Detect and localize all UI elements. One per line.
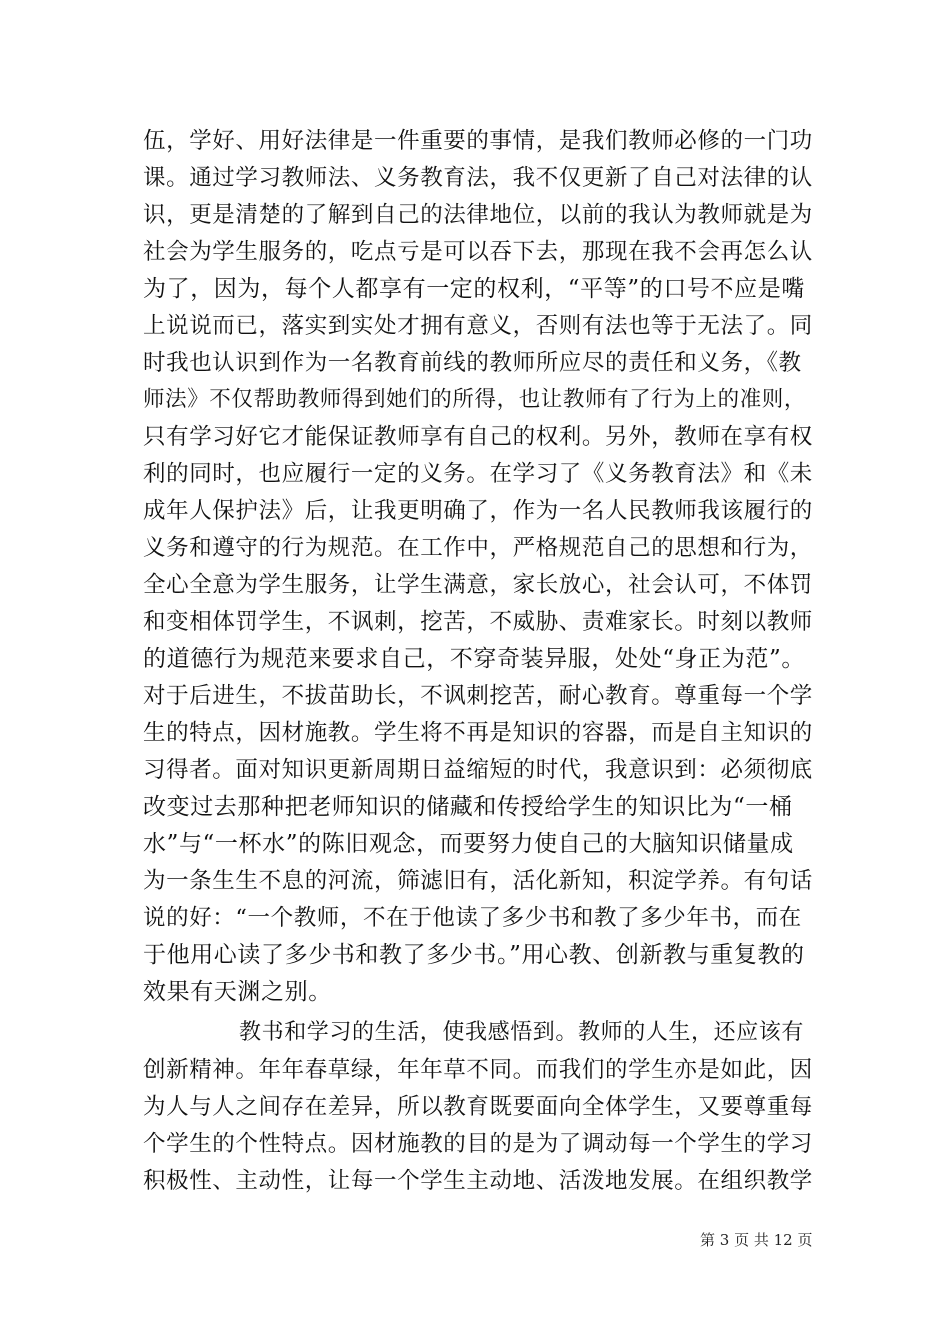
text-line: 义务和遵守的行为规范。在工作中，严格规范自己的思想和行为， — [143, 535, 813, 561]
text-line: 说的好：“一个教师，不在于他读了多少书和教了多少年书，而在 — [143, 905, 802, 931]
text-line: 课。通过学习教师法、义务教育法，我不仅更新了自己对法律的认 — [143, 165, 813, 191]
text-line: 生的特点，因材施教。学生将不再是知识的容器，而是自主知识的 — [143, 720, 813, 746]
text-line: 全心全意为学生服务，让学生满意，家长放心，社会认可，不体罚 — [143, 572, 813, 598]
text-line: 上说说而已，落实到实处才拥有意义，否则有法也等于无法了。同 — [143, 313, 813, 339]
text-line: 创新精神。年年春草绿，年年草不同。而我们的学生亦是如此，因 — [143, 1057, 813, 1083]
text-line: 和变相体罚学生，不讽刺，挖苦，不威胁、责难家长。时刻以教师 — [143, 609, 813, 635]
text-line: 个学生的个性特点。因材施教的目的是为了调动每一个学生的学习 — [143, 1131, 813, 1157]
text-line: 效果有天渊之别。 — [143, 979, 332, 1005]
text-line: 积极性、主动性，让每一个学生主动地、活泼地发展。在组织教学 — [143, 1168, 813, 1194]
text-line: 为了，因为，每个人都享有一定的权利，“平等”的口号不应是嘴 — [143, 276, 805, 302]
text-line: 时我也认识到作为一名教育前线的教师所应尽的责任和义务，《教 — [143, 350, 802, 376]
text-line: 于他用心读了多少书和教了多少书。”用心教、创新教与重复教的 — [143, 942, 805, 968]
text-line: 对于后进生，不拔苗助长，不讽刺挖苦，耐心教育。尊重每一个学 — [143, 683, 813, 709]
text-line: 利的同时，也应履行一定的义务。在学习了《义务教育法》和《未 — [143, 461, 813, 487]
text-line: 只有学习好它才能保证教师享有自己的权利。另外，教师在享有权 — [143, 424, 813, 450]
text-line: 的道德行为规范来要求自己，不穿奇装异服，处处“身正为范”。 — [143, 646, 805, 672]
text-line: 师法》不仅帮助教师得到她们的所得，也让教师有了行为上的准则， — [143, 387, 807, 412]
text-line: 为人与人之间存在差异，所以教育既要面向全体学生，又要尊重每 — [143, 1094, 813, 1120]
text-line: 习得者。面对知识更新周期日益缩短的时代，我意识到：必须彻底 — [143, 757, 813, 783]
text-line: 成年人保护法》后，让我更明确了，作为一名人民教师我该履行的 — [143, 498, 813, 524]
text-line: 社会为学生服务的，吃点亏是可以吞下去，那现在我不会再怎么认 — [143, 239, 813, 265]
text-line: 改变过去那种把老师知识的储藏和传授给学生的知识比为“一桶 — [143, 794, 793, 820]
text-line: 教书和学习的生活，使我感悟到。教师的人生，还应该有 — [239, 1020, 805, 1045]
text-line: 为一条生生不息的河流，筛滤旧有，活化新知，积淀学养。有句话 — [143, 868, 813, 894]
page-number-footer: 第 3 页 共 12 页 — [700, 1231, 813, 1249]
text-line: 识，更是清楚的了解到自己的法律地位，以前的我认为教师就是为 — [143, 202, 813, 228]
text-line: 水”与“一杯水”的陈旧观念，而要努力使自己的大脑知识储量成 — [143, 831, 794, 857]
text-line: 伍，学好、用好法律是一件重要的事情，是我们教师必修的一门功 — [143, 128, 813, 154]
